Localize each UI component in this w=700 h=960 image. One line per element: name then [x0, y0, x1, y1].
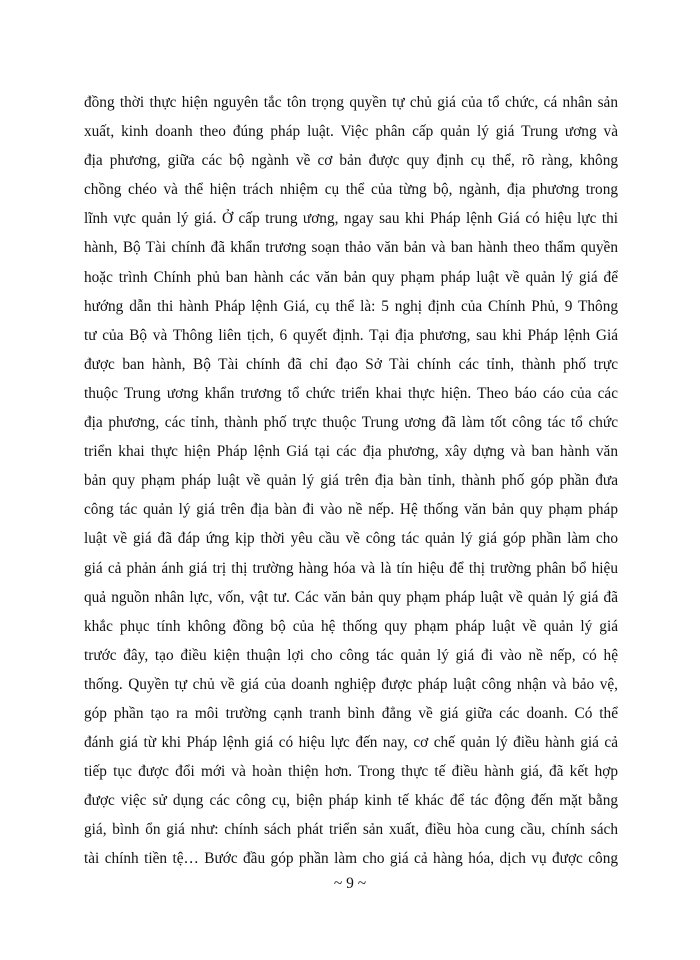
page-number: ~ 9 ~ [333, 875, 367, 892]
text-line: lĩnh vực quản lý giá. Ở cấp trung ương, ngay sau khi Pháp lệnh Giá có hiệu lực thi [84, 210, 618, 228]
text-line: địa phương, các tỉnh, thành phố trực thuộc Trung ương đã làm tốt công tác tổ chức [84, 414, 618, 432]
text-line: luật về giá đã đáp ứng kịp thời yêu cầu về công tác quản lý giá góp phần làm cho [84, 530, 618, 548]
text-line: được việc sử dụng các công cụ, biện pháp kinh tế khác để tác động đến mặt bằng [84, 792, 618, 810]
text-line: xuất, kinh doanh theo đúng pháp luật. Việc phân cấp quản lý giá Trung ương và [84, 123, 618, 141]
text-line: hoặc trình Chính phủ ban hành các văn bản quy phạm pháp luật về quản lý giá để [84, 268, 618, 286]
text-line: quả nguồn nhân lực, vốn, vật tư. Các văn bản quy phạm pháp luật về quản lý giá đã [84, 588, 618, 606]
text-line: công tác quản lý giá trên địa bàn đi vào nề nếp. Hệ thống văn bản quy phạm pháp [84, 501, 618, 519]
text-line: thuộc Trung ương khẩn trương tổ chức triển khai thực hiện. Theo báo cáo của các [84, 384, 618, 402]
text-line: hành, Bộ Tài chính đã khẩn trương soạn thảo văn bản và ban hành theo thẩm quyền [84, 239, 618, 257]
text-line: bản quy phạm pháp luật về quản lý giá trên địa bàn tỉnh, thành phố góp phần đưa [84, 472, 618, 490]
text-line: tư của Bộ và Thông liên tịch, 6 quyết định. Tại địa phương, sau khi Pháp lệnh Giá [84, 326, 618, 344]
text-line: được ban hành, Bộ Tài chính đã chỉ đạo Sở Tài chính các tỉnh, thành phố trực [84, 355, 618, 373]
text-line: đánh giá từ khi Pháp lệnh giá có hiệu lực đến nay, cơ chế quản lý điều hành giá cả [84, 734, 618, 752]
text-line: giá, bình ổn giá như: chính sách phát triển sản xuất, điều hòa cung cầu, chính sách [84, 821, 618, 839]
text-line: tiếp tục được đổi mới và hoàn thiện hơn. Trong thực tế điều hành giá, đã kết hợp [84, 763, 618, 781]
text-line: địa phương, giữa các bộ ngành về cơ bản được quy định cụ thể, rõ ràng, không [84, 152, 618, 170]
text-line: đồng thời thực hiện nguyên tắc tôn trọng quyền tự chủ giá của tổ chức, cá nhân sản [84, 94, 618, 111]
text-line: thống. Quyền tự chủ về giá của doanh nghiệp được pháp luật công nhận và bảo vệ, [84, 675, 618, 693]
text-line: tài chính tiền tệ… Bước đầu góp phần làm cho giá cả hàng hóa, dịch vụ được công [84, 850, 618, 868]
body-paragraph [84, 88, 618, 874]
text-line: chồng chéo và thể hiện trách nhiệm cụ thể của từng bộ, ngành, địa phương trong [84, 181, 618, 199]
text-line: triển khai thực hiện Pháp lệnh Giá tại các địa phương, xây dựng và ban hành văn [84, 443, 618, 461]
text-line: hướng dẫn thi hành Pháp lệnh Giá, cụ thể là: 5 nghị định của Chính Phủ, 9 Thông [84, 297, 618, 315]
text-line: góp phần tạo ra môi trường cạnh tranh bình đẳng về giá giữa các doanh. Có thể [84, 704, 618, 722]
text-line: khắc phục tính không đồng bộ của hệ thống quy phạm pháp luật về quản lý giá [84, 617, 618, 635]
text-line: trước đây, tạo điều kiện thuận lợi cho công tác quản lý giá đi vào nề nếp, có hệ [84, 646, 618, 664]
text-line: giá cả phản ánh giá trị thị trường hàng hóa và là tín hiệu để thị trường phân bổ hiệu [84, 559, 618, 577]
